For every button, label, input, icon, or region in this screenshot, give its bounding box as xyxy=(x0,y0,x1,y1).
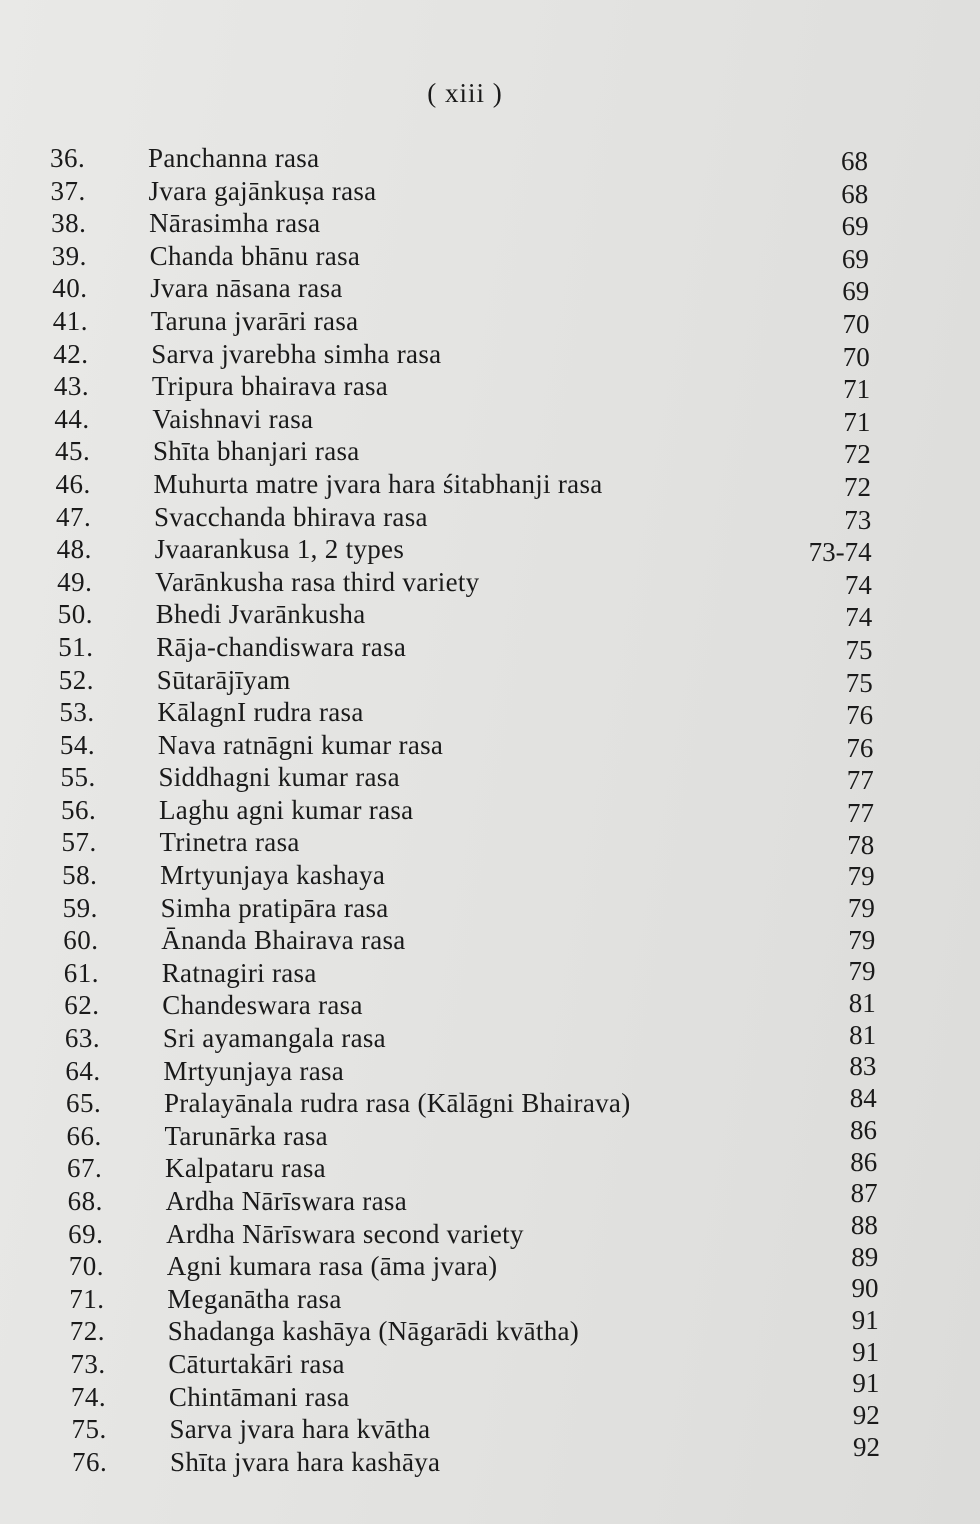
entry-number: 74. xyxy=(70,1381,107,1412)
toc-entry xyxy=(0,892,980,925)
entry-page: 71 xyxy=(843,374,871,405)
entry-page: 86 xyxy=(850,1146,878,1177)
toc-entry xyxy=(0,924,980,957)
entry-title: Kalpataru rasa xyxy=(165,1153,326,1184)
entry-number: 52. xyxy=(58,664,95,695)
entry-title: Taruna jvarāri rasa xyxy=(150,305,359,336)
entry-number: 37. xyxy=(50,175,86,206)
entry-page: 89 xyxy=(851,1241,879,1272)
entry-page: 90 xyxy=(851,1273,879,1304)
entry-title: Sūtarājīyam xyxy=(156,664,291,695)
toc-entry xyxy=(0,664,980,697)
entry-page: 84 xyxy=(849,1083,877,1114)
entry-title: Laghu agni kumar rasa xyxy=(159,794,414,825)
entry-page: 76 xyxy=(846,700,874,731)
page-number: ( xiii ) xyxy=(427,78,503,108)
entry-title: Cāturtakāri rasa xyxy=(168,1348,345,1379)
entry-number: 48. xyxy=(56,534,92,565)
entry-page: 68 xyxy=(841,146,868,176)
entry-title: Trinetra rasa xyxy=(159,827,300,858)
entry-page: 91 xyxy=(851,1304,879,1335)
entry-number: 54. xyxy=(59,729,96,760)
entry-title: Jvaarankusa 1, 2 types xyxy=(154,534,405,565)
toc-entry xyxy=(0,338,980,371)
entry-number: 43. xyxy=(53,371,90,402)
entry-page: 74 xyxy=(844,569,872,600)
entry-page: 92 xyxy=(853,1431,880,1462)
entry-title: Rāja-chandiswara rasa xyxy=(156,631,407,662)
entry-page: 73-74 xyxy=(808,537,872,568)
entry-number: 56. xyxy=(61,794,97,825)
entry-number: 55. xyxy=(60,762,96,793)
toc-entry xyxy=(0,957,980,990)
entry-number: 51. xyxy=(58,631,94,662)
entry-title: Tripura bhairava rasa xyxy=(151,371,389,402)
entry-number: 46. xyxy=(55,468,91,499)
entry-title: Varānkusha rasa third variety xyxy=(155,566,480,597)
table-of-contents xyxy=(0,142,980,1478)
entry-title: Ardha Nārīswara rasa xyxy=(165,1186,407,1216)
entry-number: 39. xyxy=(51,240,87,271)
toc-entry xyxy=(0,272,980,305)
entry-page: 79 xyxy=(848,924,876,955)
entry-title: Chintāmani rasa xyxy=(168,1381,350,1412)
toc-entry xyxy=(0,501,980,534)
entry-page: 91 xyxy=(852,1336,880,1367)
entry-title: KālagnI rudra rasa xyxy=(157,697,364,728)
entry-title: Mrtyunjaya rasa xyxy=(163,1055,345,1086)
entry-number: 64. xyxy=(65,1055,101,1086)
entry-page: 71 xyxy=(843,406,871,437)
toc-entry xyxy=(0,533,980,566)
entry-title: Ratnagiri rasa xyxy=(161,957,317,988)
entry-number: 69. xyxy=(68,1218,104,1249)
entry-page: 88 xyxy=(850,1209,878,1240)
entry-page: 70 xyxy=(842,341,870,372)
toc-entry xyxy=(0,598,980,631)
toc-entry xyxy=(0,761,980,794)
entry-page: 68 xyxy=(841,178,869,209)
entry-title: Jvara nāsana rasa xyxy=(150,273,343,304)
entry-page: 83 xyxy=(849,1051,877,1082)
entry-number: 60. xyxy=(63,925,99,956)
entry-number: 72. xyxy=(69,1316,106,1347)
entry-number: 68. xyxy=(67,1186,103,1216)
entry-page: 70 xyxy=(842,308,870,339)
entry-title: Shīta jvara hara kashāya xyxy=(170,1446,441,1477)
toc-entry xyxy=(0,240,980,273)
entry-number: 62. xyxy=(64,990,100,1021)
entry-number: 59. xyxy=(62,892,98,923)
entry-number: 47. xyxy=(56,501,92,532)
entry-page: 69 xyxy=(842,276,870,307)
entry-number: 65. xyxy=(65,1088,102,1119)
toc-entry xyxy=(0,631,980,664)
entry-number: 41. xyxy=(52,305,88,336)
entry-title: Siddhagni kumar rasa xyxy=(158,762,400,793)
entry-title: Tarunārka rasa xyxy=(164,1120,328,1151)
entry-title: Chandeswara rasa xyxy=(162,990,363,1021)
entry-page: 86 xyxy=(850,1114,877,1145)
entry-title: Pralayānala rudra rasa (Kālāgni Bhairava) xyxy=(163,1088,631,1119)
entry-page: 91 xyxy=(852,1368,880,1399)
entry-page: 69 xyxy=(841,243,869,274)
toc-entry xyxy=(0,305,980,338)
entry-page: 74 xyxy=(845,602,873,633)
entry-title: Sri ayamangala rasa xyxy=(162,1023,386,1054)
toc-entry xyxy=(0,696,980,729)
entry-title: Chanda bhānu rasa xyxy=(149,240,361,271)
toc-entry xyxy=(0,1431,980,1479)
entry-title: Bhedi Jvarānkusha xyxy=(155,599,366,630)
entry-title: Nārasimha rasa xyxy=(149,208,321,239)
entry-page: 81 xyxy=(848,988,876,1019)
entry-page: 72 xyxy=(843,439,871,470)
entry-number: 49. xyxy=(57,566,93,597)
entry-page: 79 xyxy=(847,892,875,923)
entry-number: 40. xyxy=(52,273,88,304)
entry-page: 76 xyxy=(846,732,874,763)
toc-entry xyxy=(0,370,980,403)
entry-title: Jvara gajānkuṣa rasa xyxy=(148,175,377,206)
entry-number: 70. xyxy=(68,1251,104,1282)
entry-title: Meganātha rasa xyxy=(167,1283,342,1314)
entry-number: 67. xyxy=(67,1153,103,1184)
toc-entry xyxy=(0,859,980,892)
toc-entry xyxy=(0,207,980,240)
toc-entry xyxy=(0,142,980,175)
entry-number: 75. xyxy=(71,1414,107,1445)
entry-number: 44. xyxy=(54,403,90,434)
entry-number: 42. xyxy=(53,338,89,369)
toc-entry xyxy=(0,566,980,599)
entry-number: 71. xyxy=(69,1283,105,1314)
toc-entry xyxy=(0,794,980,827)
entry-title: Ānanda Bhairava rasa xyxy=(161,925,406,956)
entry-number: 36. xyxy=(50,143,86,173)
entry-page: 75 xyxy=(845,634,873,665)
entry-number: 57. xyxy=(61,827,97,858)
entry-title: Sarva jvarebha simha rasa xyxy=(151,338,442,369)
entry-number: 38. xyxy=(51,208,87,239)
entry-number: 73. xyxy=(70,1348,106,1379)
toc-entry xyxy=(0,729,980,762)
entry-number: 76. xyxy=(72,1446,108,1477)
entry-title: Simha pratipāra rasa xyxy=(160,892,389,923)
entry-page: 69 xyxy=(841,211,869,242)
entry-number: 58. xyxy=(62,860,98,891)
entry-title: Shadanga kashāya (Nāgarādi kvātha) xyxy=(167,1316,580,1347)
toc-entry xyxy=(0,175,980,208)
entry-title: Vaishnavi rasa xyxy=(152,403,314,434)
entry-title: Nava ratnāgni kumar rasa xyxy=(157,729,444,760)
entry-page: 75 xyxy=(845,667,873,698)
toc-entry xyxy=(0,989,980,1022)
entry-page: 77 xyxy=(847,797,874,828)
entry-title: Ardha Nārīswara second variety xyxy=(166,1218,524,1249)
entry-number: 45. xyxy=(54,436,91,467)
entry-title: Svacchanda bhirava rasa xyxy=(154,501,428,532)
toc-entry xyxy=(0,403,980,436)
entry-page: 77 xyxy=(846,765,874,796)
entry-page: 79 xyxy=(848,956,876,987)
entry-number: 50. xyxy=(57,599,93,630)
entry-number: 63. xyxy=(64,1023,101,1054)
entry-title: Muhurta matre jvara hara śitabhanji rasa xyxy=(153,468,603,499)
entry-page: 78 xyxy=(847,829,875,860)
entry-number: 61. xyxy=(63,957,99,988)
toc-entry xyxy=(0,468,980,501)
entry-title: Shīta bhanjari rasa xyxy=(152,436,360,467)
entry-page: 81 xyxy=(849,1019,877,1050)
entry-page: 72 xyxy=(844,471,871,502)
entry-title: Agni kumara rasa (āma jvara) xyxy=(166,1251,498,1282)
entry-title: Mrtyunjaya kashaya xyxy=(160,860,386,891)
entry-page: 92 xyxy=(852,1400,880,1431)
entry-title: Panchanna rasa xyxy=(148,143,320,173)
toc-entry xyxy=(0,435,980,468)
entry-number: 53. xyxy=(59,697,95,728)
entry-page: 73 xyxy=(844,504,872,535)
entry-title: Sarva jvara hara kvātha xyxy=(169,1414,431,1445)
toc-entry xyxy=(0,826,980,859)
entry-page: 79 xyxy=(847,861,875,892)
entry-page: 87 xyxy=(850,1178,878,1209)
entry-number: 66. xyxy=(66,1120,102,1151)
